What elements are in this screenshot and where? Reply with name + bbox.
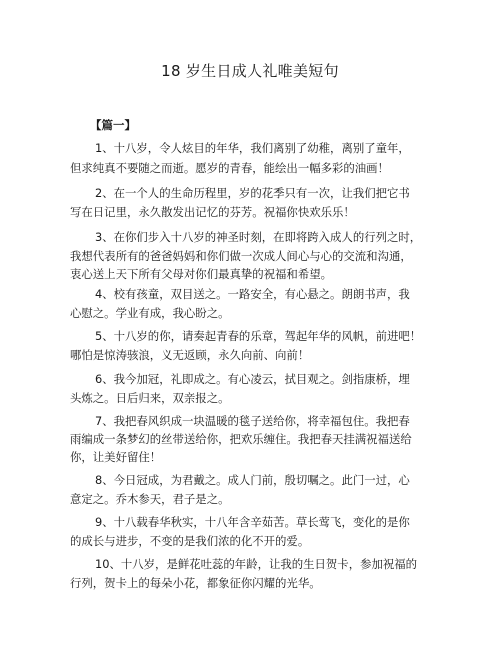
paragraph-line: 头炼之。日后归来，双亲报之。: [70, 391, 230, 405]
paragraph-line: 但求纯真不要随之而逝。愿岁的青春，能绘出一幅多彩的油画！: [70, 161, 389, 175]
paragraph-line: 行列，贺卡上的每朵小花，都象征你闪耀的光华。: [70, 576, 321, 590]
paragraph-line: 心慰之。学业有成，我心盼之。: [70, 306, 230, 320]
paragraph-line: 5、十八岁的你，请奏起青春的乐章，驾起年华的风帆，前进吧！: [95, 329, 422, 343]
paragraph-line: 4、校有孩童，双目送之。一路安全，有心悬之。朗朗书声，我: [95, 287, 410, 301]
paragraph-line: 1、十八岁，令人炫目的年华，我们离别了幼稚，离别了童年，: [95, 141, 410, 155]
paragraph-line: 6、我今加冠，礼即成之。有心凌云，拭目观之。剑指康桥，埋: [95, 372, 410, 386]
paragraph-line: 雨编成一条梦幻的丝带送给你，把欢乐缠住。我把春天挂满祝福送给: [70, 432, 412, 446]
paragraph-line: 哪怕是惊涛骇浪，义无返顾，永久向前、向前！: [70, 348, 310, 362]
paragraph-line: 你，让美好留住！: [70, 450, 162, 464]
paragraph-line: 意定之。乔木参天，君子是之。: [70, 492, 230, 506]
document-title: 18 岁生日成人礼唯美短句: [161, 62, 339, 80]
section-label: 【篇一】: [90, 118, 136, 132]
paragraph-line: 8、今日冠成，为君戴之。成人门前，殷切嘱之。此门一过，心: [95, 473, 410, 487]
paragraph-line: 10、十八岁，是鲜花吐蕊的年龄，让我的生日贺卡，参加祝福的: [95, 557, 418, 571]
paragraph-line: 2、在一个人的生命历程里，岁的花季只有一次，让我们把它书: [95, 186, 410, 200]
paragraph-line: 3、在你们步入十八岁的神圣时刻，在即将跨入成人的行列之时，: [95, 230, 422, 244]
paragraph-line: 的成长与进步，不变的是我们浓的化不开的爱。: [70, 534, 310, 548]
paragraph-line: 7、我把春风织成一块温暖的毯子送给你，将幸福包住。我把春: [95, 414, 410, 428]
paragraph-line: 9、十八载春华秋实，十八年含辛茹苦。草长莺飞，变化的是你: [95, 515, 410, 529]
paragraph-line: 写在日记里，永久散发出记忆的芬芳。祝福你快欢乐乐！: [70, 205, 355, 219]
paragraph-line: 我想代表所有的爸爸妈妈和你们做一次成人间心与心的交流和沟通，: [70, 249, 412, 263]
paragraph-line: 衷心送上天下所有父母对你们最真挚的祝福和希望。: [70, 267, 332, 281]
